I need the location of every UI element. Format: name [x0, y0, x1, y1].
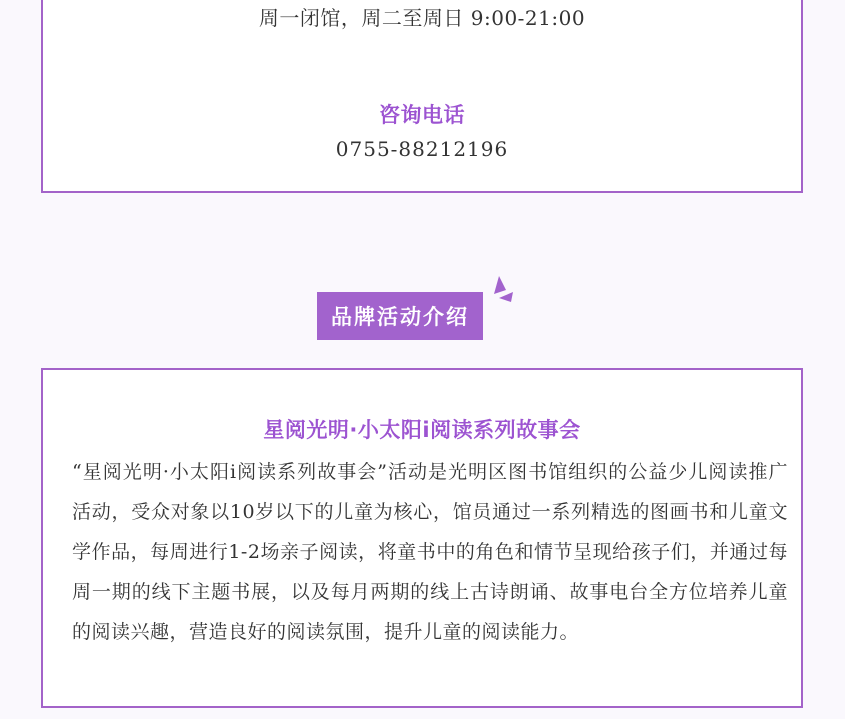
sparkle-icon: [488, 271, 518, 305]
phone-label: 咨询电话: [379, 103, 465, 127]
brand-activity-intro-card: [41, 368, 803, 708]
phone-number: 0755-88212196: [335, 137, 509, 161]
intro-paragraph: “星阅光明·小太阳i阅读系列故事会”活动是光明区图书馆组织的公益少儿阅读推广活动，受众对象以10岁以下的儿童为核心，馆员通过一系列精选的图画书和儿童文学作品，每周进行1-2场亲子阅读，将童书中的角色和情节呈现给孩子们，并通过每周一期的线下主题书展，以及每月两期的线上古诗朗诵、故事电台全方位培养儿童的阅读兴趣，营造良好的阅读氛围，提升儿童的阅读能力。: [72, 461, 788, 643]
visiting-info-card: [41, 0, 803, 193]
intro-title: 星阅光明·小太阳i阅读系列故事会: [263, 418, 581, 442]
section-badge-brand-activities: 品牌活动介绍: [317, 292, 483, 340]
opening-hours-text: 周一闭馆，周二至周日 9:00-21:00: [258, 6, 586, 30]
